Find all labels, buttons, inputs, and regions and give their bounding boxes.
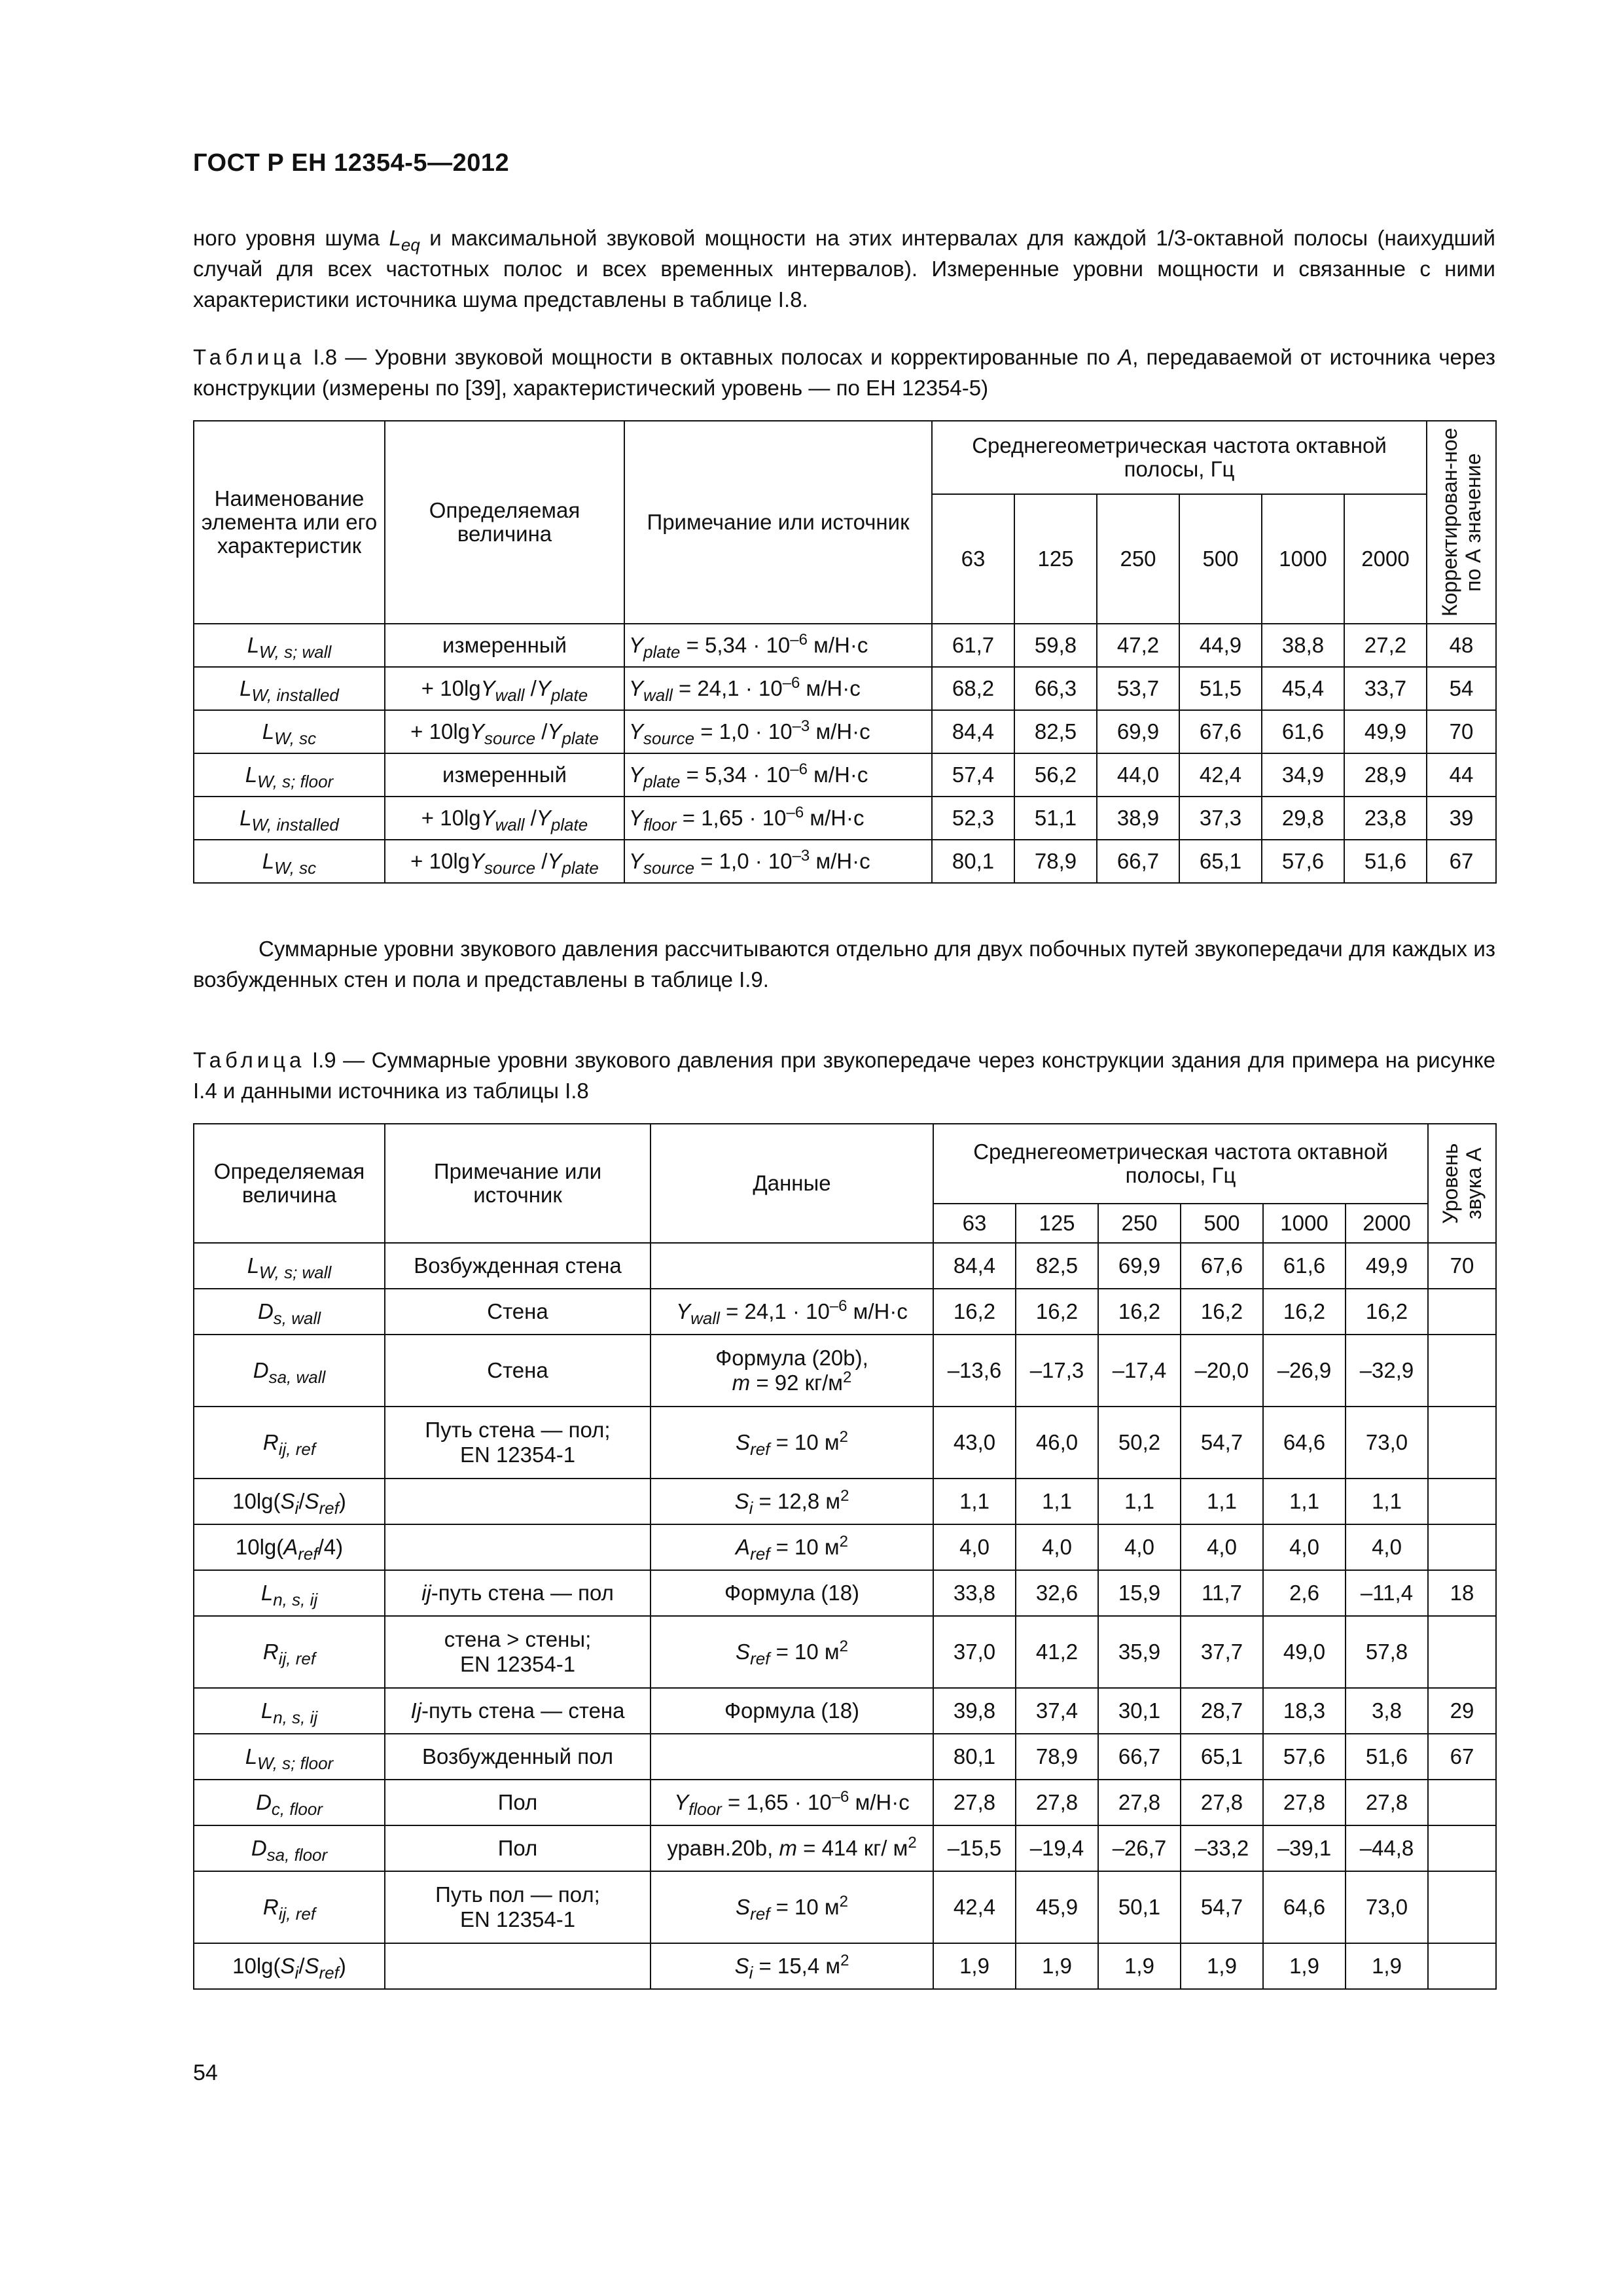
element-symbol: $L_{W, installed}$ [194,667,385,710]
note-cell: Стена [385,1289,651,1335]
value-cell: –20,0 [1181,1335,1263,1407]
value-cell: 66,7 [1097,840,1179,883]
value-cell: 27,8 [1263,1780,1346,1825]
value-cell: 4,0 [1263,1524,1346,1570]
note-cell: $Y_{source} = 1,0 \cdot 10^{-3}$ м/Н·с [624,840,932,883]
value-cell: 15,9 [1098,1570,1181,1616]
element-symbol: $L_{W, sc}$ [194,710,385,753]
intro-paragraph: ного уровня шума $L_{eq}$ и максимальной звуковой мощности на этих интервалах для каждой 1/3-октавной полосы (наихудший случай для всех частотных полос и всех временных интервалов). Измеренные уровни мощности и связанные с ними характеристики источника шума представлены в таблице I.8. [193,226,1495,312]
value-cell: 56,2 [1014,753,1097,797]
value-cell: 54,7 [1181,1871,1263,1943]
note-cell: Путь стена — пол; EN 12354-1 [385,1407,651,1479]
data-cell: $S_i = 12,8$ $м^2$ [651,1479,933,1524]
value-cell: 16,2 [1181,1289,1263,1335]
value-cell: 30,1 [1098,1688,1181,1734]
freq-header-cell: 125 [1016,1204,1098,1243]
t8-head-quantity: Определяемая величина [385,421,624,624]
table-row [194,1289,1496,1335]
table-row [194,1570,1496,1616]
value-cell: 44,0 [1097,753,1179,797]
table-row [194,1734,1496,1780]
value-cell: 16,2 [1098,1289,1181,1335]
note-cell: Возбужденная стена [385,1243,651,1289]
value-cell: 43,0 [933,1407,1016,1479]
note-cell [385,1524,651,1570]
freq-header-cell: 500 [1179,494,1262,624]
quantity-symbol: $D_{c, floor}$ [194,1780,385,1825]
note-cell: $Y_{source} = 1,0 \cdot 10^{-3}$ м/Н·с [624,710,932,753]
value-cell: 27,8 [1016,1780,1098,1825]
table-row [194,1479,1496,1524]
freq-header-cell: 2000 [1346,1204,1428,1243]
note-cell: Возбужденный пол [385,1734,651,1780]
quantity-cell: измеренный [385,753,624,797]
data-cell: $Y_{wall} = 24,1 \cdot 10^{-6}$ м/Н·с [651,1289,933,1335]
value-cell: 47,2 [1097,624,1179,667]
value-cell: 16,2 [1263,1289,1346,1335]
quantity-cell: + 10lgY$_{wall}$ $/Y_{plate}$ [385,797,624,840]
value-cell: –39,1 [1263,1825,1346,1871]
value-cell: 37,7 [1181,1616,1263,1688]
value-cell: –32,9 [1346,1335,1428,1407]
value-cell: 37,4 [1016,1688,1098,1734]
value-cell: 1,1 [1016,1479,1098,1524]
value-cell: 82,5 [1014,710,1097,753]
freq-header-cell: 2000 [1344,494,1427,624]
value-cell: 67,6 [1181,1243,1263,1289]
a-level-cell: 67 [1428,1734,1496,1780]
value-cell: 61,6 [1263,1243,1346,1289]
value-cell: 73,0 [1346,1407,1428,1479]
table-row [194,1871,1496,1943]
value-cell: 3,8 [1346,1688,1428,1734]
value-cell: 78,9 [1014,840,1097,883]
value-cell: –15,5 [933,1825,1016,1871]
a-value-cell: 70 [1427,710,1496,753]
value-cell: 1,1 [1181,1479,1263,1524]
freq-header-cell: 1000 [1262,494,1344,624]
value-cell: 42,4 [933,1871,1016,1943]
value-cell: 33,7 [1344,667,1427,710]
value-cell: 1,9 [1346,1943,1428,1989]
a-value-cell: 67 [1427,840,1496,883]
table-row [194,1825,1496,1871]
note-cell: $Y_{plate} = 5,34 \cdot 10^{-6}$ м/Н·с [624,753,932,797]
value-cell: –11,4 [1346,1570,1428,1616]
value-cell: 51,5 [1179,667,1262,710]
value-cell: 66,7 [1098,1734,1181,1780]
value-cell: 33,8 [933,1570,1016,1616]
t8-head-note: Примечание или источник [624,421,932,624]
a-level-cell [1428,1943,1496,1989]
element-symbol: $L_{W, s; floor}$ [194,753,385,797]
table-row [194,1780,1496,1825]
value-cell: 44,9 [1179,624,1262,667]
value-cell: 35,9 [1098,1616,1181,1688]
note-cell: Стена [385,1335,651,1407]
quantity-symbol: $L_{W, s; floor}$ [194,1734,385,1780]
value-cell: 53,7 [1097,667,1179,710]
value-cell: 1,9 [1181,1943,1263,1989]
value-cell: 38,9 [1097,797,1179,840]
quantity-cell: + 10lgY$_{source}$ $/Y_{plate}$ [385,710,624,753]
value-cell: 54,7 [1181,1407,1263,1479]
freq-header-cell: 63 [932,494,1014,624]
t8-head-freq-group: Среднегеометрическая частота октавной полосы, Гц [932,421,1427,494]
value-cell: 52,3 [932,797,1014,840]
quantity-symbol: $D_{sa, wall}$ [194,1335,385,1407]
value-cell: 51,6 [1346,1734,1428,1780]
value-cell: 27,8 [1346,1780,1428,1825]
note-cell: Пол [385,1780,651,1825]
table-row [194,710,1496,753]
data-cell: Формула (20b), m = 92 $кг/м^2$ [651,1335,933,1407]
table-row [194,624,1496,667]
value-cell: 61,7 [932,624,1014,667]
freq-header-cell: 63 [933,1204,1016,1243]
value-cell: 32,6 [1016,1570,1098,1616]
note-cell: стена > стены; EN 12354-1 [385,1616,651,1688]
element-symbol: $L_{W, s; wall}$ [194,624,385,667]
value-cell: –13,6 [933,1335,1016,1407]
quantity-symbol: $R_{ij, ref}$ [194,1871,385,1943]
note-cell [385,1943,651,1989]
value-cell: 64,6 [1263,1407,1346,1479]
value-cell: 51,1 [1014,797,1097,840]
t9-head-level-a: Уровень звука А [1428,1124,1496,1243]
table-row [194,840,1496,883]
value-cell: 1,1 [1263,1479,1346,1524]
value-cell: –44,8 [1346,1825,1428,1871]
value-cell: 1,1 [1098,1479,1181,1524]
value-cell: –19,4 [1016,1825,1098,1871]
value-cell: –17,4 [1098,1335,1181,1407]
value-cell: 27,8 [1098,1780,1181,1825]
value-cell: 50,2 [1098,1407,1181,1479]
value-cell: 64,6 [1263,1871,1346,1943]
data-cell: $Y_{floor} = 1,65 \cdot 10^{-6}$ м/Н·с [651,1780,933,1825]
value-cell: 49,0 [1263,1616,1346,1688]
table-row [194,1407,1496,1479]
table-8-caption: Таблица I.8 — Уровни звуковой мощности в октавных полосах и корректированные по А, передаваемой от источника через конструкции (измерены по [39], характеристический уровень — по ЕН 12354-5) [193,345,1495,400]
a-level-cell: 70 [1428,1243,1496,1289]
a-value-cell: 39 [1427,797,1496,840]
element-symbol: $L_{W, sc}$ [194,840,385,883]
a-value-cell: 48 [1427,624,1496,667]
data-cell [651,1734,933,1780]
data-cell: $S_i = 15,4$ $м^2$ [651,1943,933,1989]
t9-head-data: Данные [651,1124,933,1243]
a-level-cell [1428,1616,1496,1688]
value-cell: 34,9 [1262,753,1344,797]
t9-head-quantity: Определяемая величина [194,1124,385,1243]
table-row [194,667,1496,710]
value-cell: 49,9 [1346,1243,1428,1289]
note-cell: Ij-путь стена — стена [385,1688,651,1734]
value-cell: –17,3 [1016,1335,1098,1407]
value-cell: –26,7 [1098,1825,1181,1871]
value-cell: 4,0 [1181,1524,1263,1570]
value-cell: 65,1 [1179,840,1262,883]
value-cell: 68,2 [932,667,1014,710]
document-header: ГОСТ Р ЕН 12354-5—2012 [193,149,510,177]
value-cell: 27,2 [1344,624,1427,667]
element-symbol: $L_{W, installed}$ [194,797,385,840]
table-9-caption: Таблица I.9 — Суммарные уровни звукового давления при звукопередаче через конструкции здания для примера на рисунке I.4 и данными источника из таблицы I.8 [193,1048,1495,1103]
value-cell: 65,1 [1181,1734,1263,1780]
value-cell: 69,9 [1097,710,1179,753]
a-level-cell [1428,1289,1496,1335]
value-cell: 84,4 [933,1243,1016,1289]
value-cell: 46,0 [1016,1407,1098,1479]
t9-head-freq-group: Среднегеометрическая частота октавной полосы, Гц [933,1124,1428,1204]
value-cell: 80,1 [933,1734,1016,1780]
value-cell: 57,8 [1346,1616,1428,1688]
table-row [194,1616,1496,1688]
value-cell: 67,6 [1179,710,1262,753]
t8-head-corrected-a: Корректирован-ное по А значение [1427,421,1496,624]
table-row [194,797,1496,840]
value-cell: 50,1 [1098,1871,1181,1943]
value-cell: 78,9 [1016,1734,1098,1780]
quantity-symbol: $L_{n, s, ij}$ [194,1570,385,1616]
value-cell: 16,2 [1346,1289,1428,1335]
note-cell: Путь пол — пол; EN 12354-1 [385,1871,651,1943]
note-cell: $Y_{floor} = 1,65 \cdot 10^{-6}$ м/Н·с [624,797,932,840]
value-cell: 1,9 [1098,1943,1181,1989]
note-cell [385,1479,651,1524]
table-row [194,1943,1496,1989]
a-value-cell: 54 [1427,667,1496,710]
table-8 [193,420,1497,884]
middle-paragraph: Суммарные уровни звукового давления рассчитываются отдельно для двух побочных путей звукопередачи для каждых из возбужденных стен и пола и представлены в таблице I.9. [193,937,1495,992]
a-level-cell [1428,1524,1496,1570]
value-cell: 41,2 [1016,1616,1098,1688]
value-cell: –33,2 [1181,1825,1263,1871]
value-cell: 51,6 [1344,840,1427,883]
quantity-cell: измеренный [385,624,624,667]
table-row [194,1243,1496,1289]
a-level-cell [1428,1780,1496,1825]
note-cell: $Y_{plate} = 5,34 \cdot 10^{-6}$ м/Н·с [624,624,932,667]
value-cell: 4,0 [933,1524,1016,1570]
a-level-cell [1428,1825,1496,1871]
value-cell: 28,9 [1344,753,1427,797]
quantity-cell: + 10lgY$_{source}$ $/Y_{plate}$ [385,840,624,883]
value-cell: 84,4 [932,710,1014,753]
quantity-symbol: $D_{sa, floor}$ [194,1825,385,1871]
note-cell: Пол [385,1825,651,1871]
a-level-cell: 18 [1428,1570,1496,1616]
value-cell: 1,9 [1016,1943,1098,1989]
value-cell: 49,9 [1344,710,1427,753]
freq-header-cell: 250 [1098,1204,1181,1243]
data-cell [651,1243,933,1289]
value-cell: 23,8 [1344,797,1427,840]
value-cell: 57,4 [932,753,1014,797]
value-cell: 57,6 [1263,1734,1346,1780]
note-cell: ij-путь стена — пол [385,1570,651,1616]
value-cell: 45,4 [1262,667,1344,710]
data-cell: $S_{ref} = 10$ $м^2$ [651,1407,933,1479]
value-cell: 16,2 [933,1289,1016,1335]
data-cell: Формула (18) [651,1570,933,1616]
value-cell: 66,3 [1014,667,1097,710]
quantity-symbol: $D_{s, wall}$ [194,1289,385,1335]
quantity-cell: + 10lgY$_{wall}$ $/Y_{plate}$ [385,667,624,710]
a-level-cell [1428,1479,1496,1524]
value-cell: 39,8 [933,1688,1016,1734]
value-cell: 73,0 [1346,1871,1428,1943]
value-cell: 29,8 [1262,797,1344,840]
value-cell: 45,9 [1016,1871,1098,1943]
value-cell: 1,9 [1263,1943,1346,1989]
a-level-cell [1428,1407,1496,1479]
t8-head-element: Наименование элемента или его характеристик [194,421,385,624]
value-cell: 82,5 [1016,1243,1098,1289]
table-row [194,1688,1496,1734]
quantity-symbol: $R_{ij, ref}$ [194,1616,385,1688]
value-cell: –26,9 [1263,1335,1346,1407]
data-cell: $A_{ref} = 10$ $м^2$ [651,1524,933,1570]
value-cell: 69,9 [1098,1243,1181,1289]
data-cell: $S_{ref} = 10$ $м^2$ [651,1871,933,1943]
a-level-cell [1428,1335,1496,1407]
value-cell: 4,0 [1346,1524,1428,1570]
t9-head-note: Примечание или источник [385,1124,651,1243]
freq-header-cell: 250 [1097,494,1179,624]
note-cell: $Y_{wall} = 24,1 \cdot 10^{-6}$ м/Н·с [624,667,932,710]
value-cell: 42,4 [1179,753,1262,797]
value-cell: 1,9 [933,1943,1016,1989]
value-cell: 1,1 [1346,1479,1428,1524]
value-cell: 27,8 [933,1780,1016,1825]
quantity-symbol: $10\lg(A_{ref}/4)$ [194,1524,385,1570]
data-cell: уравн.20b, m = 414 кг/ $м^2$ [651,1825,933,1871]
page-number: 54 [193,2060,218,2085]
value-cell: 57,6 [1262,840,1344,883]
data-cell: $S_{ref} = 10$ $м^2$ [651,1616,933,1688]
value-cell: 38,8 [1262,624,1344,667]
value-cell: 4,0 [1098,1524,1181,1570]
a-level-cell: 29 [1428,1688,1496,1734]
table-row [194,1524,1496,1570]
quantity-symbol: $10\lg(S_i/S_{ref})$ [194,1479,385,1524]
freq-header-cell: 500 [1181,1204,1263,1243]
table-row [194,1335,1496,1407]
freq-header-cell: 125 [1014,494,1097,624]
value-cell: 37,0 [933,1616,1016,1688]
value-cell: 61,6 [1262,710,1344,753]
quantity-symbol: $R_{ij, ref}$ [194,1407,385,1479]
table-row [194,753,1496,797]
value-cell: 80,1 [932,840,1014,883]
value-cell: 37,3 [1179,797,1262,840]
value-cell: 4,0 [1016,1524,1098,1570]
value-cell: 2,6 [1263,1570,1346,1616]
table-9 [193,1123,1497,1990]
a-level-cell [1428,1871,1496,1943]
value-cell: 59,8 [1014,624,1097,667]
value-cell: 16,2 [1016,1289,1098,1335]
quantity-symbol: $10\lg(S_i/S_{ref})$ [194,1943,385,1989]
value-cell: 28,7 [1181,1688,1263,1734]
quantity-symbol: $L_{n, s, ij}$ [194,1688,385,1734]
freq-header-cell: 1000 [1263,1204,1346,1243]
quantity-symbol: $L_{W, s; wall}$ [194,1243,385,1289]
value-cell: 27,8 [1181,1780,1263,1825]
a-value-cell: 44 [1427,753,1496,797]
value-cell: 11,7 [1181,1570,1263,1616]
data-cell: Формула (18) [651,1688,933,1734]
value-cell: 1,1 [933,1479,1016,1524]
value-cell: 18,3 [1263,1688,1346,1734]
